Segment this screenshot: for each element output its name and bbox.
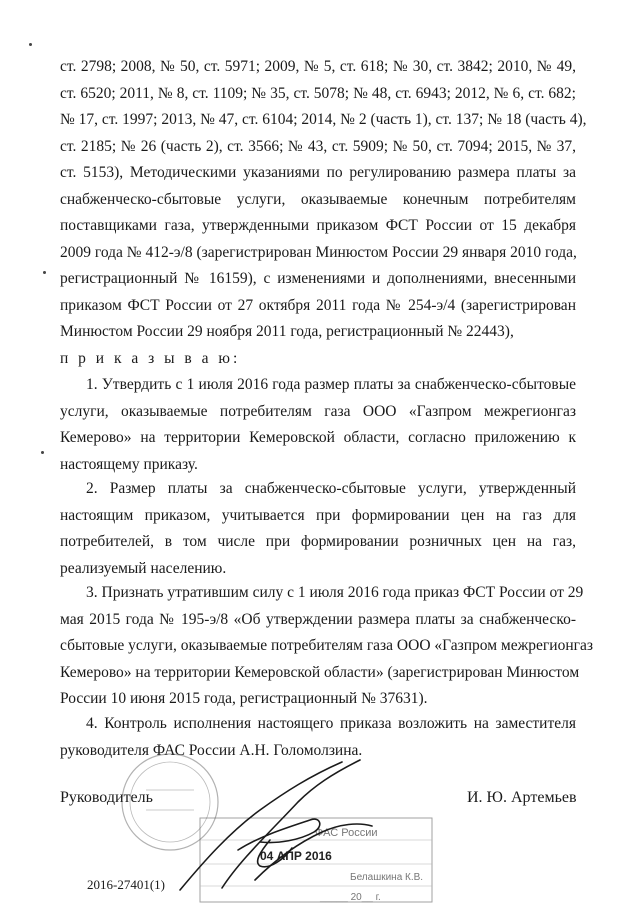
text-line: приказом ФСТ России от 27 октября 2011 года № 254-э/4 (зарегистрирован (60, 296, 576, 314)
text-line: руководителя ФАС России А.Н. Голомолзина. (60, 741, 363, 759)
stamp-line1: ФАС России (315, 827, 378, 839)
stamp-name: Белашкина К.В. (350, 872, 424, 883)
text-line: настоящему приказу. (60, 455, 198, 473)
text-line: сбытовые услуги, оказываемые потребителям газа ООО «Газпром межрегионгаз (60, 637, 593, 654)
text-line: 2. Размер платы за снабженческо-сбытовые услуги, утвержденный (86, 480, 576, 497)
order-item-3 (60, 580, 593, 713)
text-line: Кемерово» на территории Кемеровской области, согласно приложению к (60, 429, 576, 446)
round-stamp (122, 754, 218, 850)
text-line: реализуемый населению. (60, 559, 227, 577)
scan-mark (41, 451, 44, 454)
text-line: Минюстом России 29 ноября 2011 года, регистрационный № 22443), (60, 323, 514, 340)
text-line: потребителей, в том числе при формировании розничных цен на газ, (60, 533, 576, 550)
stamp-date: 04 АПР 2016 (260, 849, 332, 863)
text-line: Кемерово» на территории Кемеровской области» (зарегистрирован Минюстом (60, 663, 580, 681)
preamble-paragraph (60, 54, 587, 346)
text-line: снабженческо-сбытовые услуги, оказываемые конечным потребителям (60, 190, 576, 208)
text-line: услуги, оказываемые потребителям газа ООО «Газпром межрегионгаз (60, 402, 576, 420)
text-line: России 10 июня 2015 года, регистрационный № 37631). (60, 690, 428, 707)
scan-mark (43, 271, 46, 274)
stamp-year-field: _____ 20__ г. (320, 892, 381, 903)
scan-mark (29, 43, 32, 46)
signatory-name: И. Ю. Артемьев (467, 789, 577, 806)
document-number: 2016-27401(1) (87, 877, 165, 892)
order-item-1 (60, 372, 576, 478)
order-item-2 (60, 476, 576, 582)
order-word-text: п р и к а з ы в а ю: (60, 350, 241, 367)
text-line: мая 2015 года № 195-э/8 «Об утверждении размера платы за снабженческо- (60, 610, 576, 628)
text-line: регистрационный № 16159), с изменениями и дополнениями, внесенными (60, 270, 576, 287)
text-line: 2009 года № 412-э/8 (зарегистрирован Минюстом России 29 января 2010 года, (60, 243, 577, 261)
text-line: 4. Контроль исполнения настоящего приказа возложить на заместителя (86, 715, 576, 732)
text-line: поставщиками газа, утвержденными приказом ФСТ России от 15 декабря (60, 217, 576, 234)
text-line: ст. 5153), Методическими указаниями по регулированию размера платы за (60, 164, 576, 181)
signatory-title: Руководитель (60, 789, 153, 806)
text-line: ст. 2798; 2008, № 50, ст. 5971; 2009, № 5, ст. 618; № 30, ст. 3842; 2010, № 49, (60, 58, 576, 75)
text-line: настоящим приказом, учитывается при формировании цен на газ для (60, 506, 576, 524)
text-line: 1. Утвердить с 1 июля 2016 года размер платы за снабженческо-сбытовые (86, 376, 576, 393)
text-line: ст. 6520; 2011, № 8, ст. 1109; № 35, ст. 5078; № 48, ст. 6943; 2012, № 6, ст. 682; (60, 84, 576, 102)
order-word (60, 346, 576, 373)
text-line: № 17, ст. 1997; 2013, № 47, ст. 6104; 2014, № 2 (часть 1), ст. 137; № 18 (часть 4), (60, 111, 587, 128)
text-line: 3. Признать утратившим силу с 1 июля 2016 года приказ ФСТ России от 29 (86, 584, 584, 601)
handwritten-signature (180, 760, 372, 890)
text-line: ст. 2185; № 26 (часть 2), ст. 3566; № 43, ст. 5909; № 50, ст. 7094; 2015, № 37, (60, 137, 576, 155)
